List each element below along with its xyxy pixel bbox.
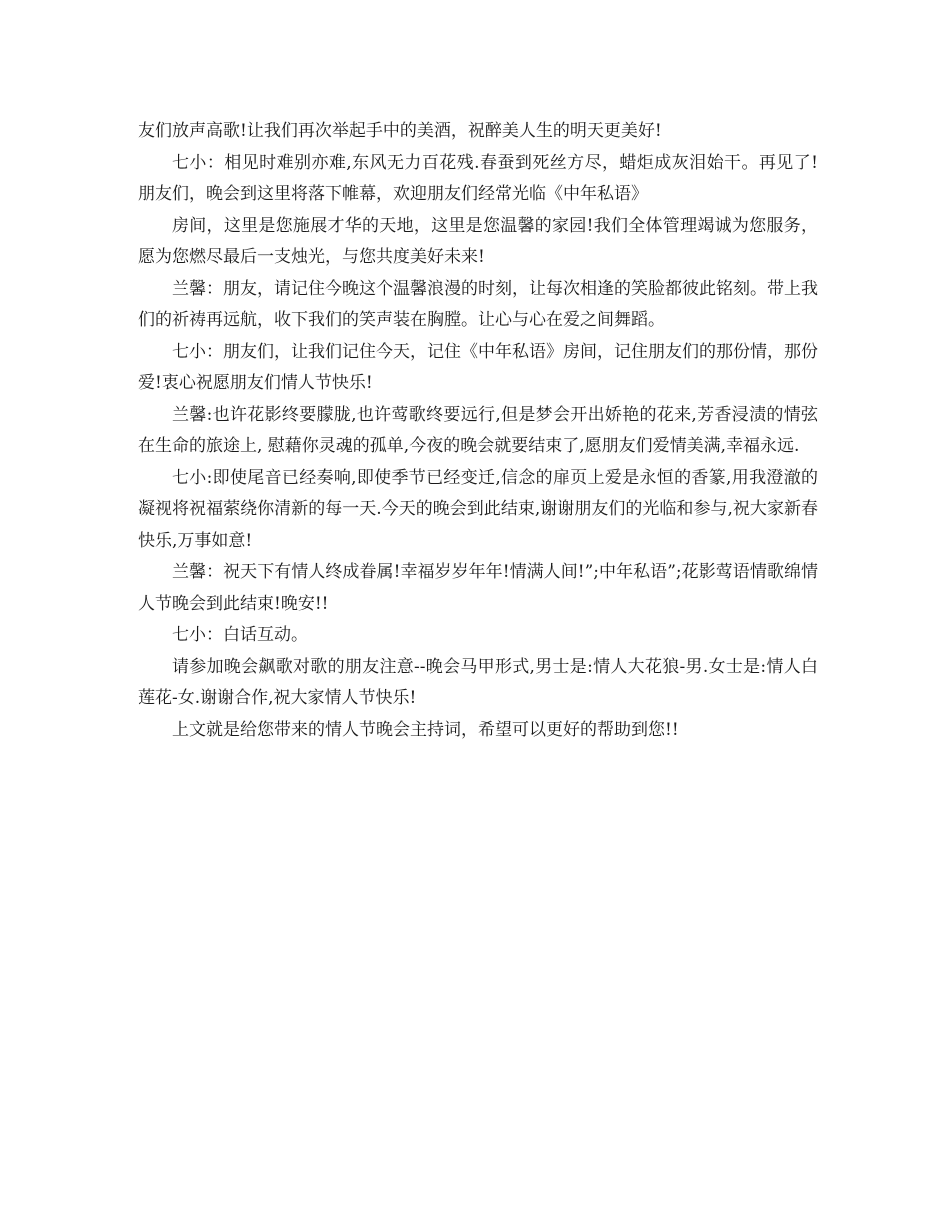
paragraph-5: 七小：朋友们，让我们记住今天，记住《中年私语》房间，记住朋友们的那份情，那份爱!衷心祝愿朋友们情人节快乐! xyxy=(138,341,818,393)
paragraph-4: 兰馨：朋友，请记住今晚这个温馨浪漫的时刻，让每次相逢的笑脸都彼此铭刻。带上我们的祈祷再远航，收下我们的笑声装在胸膛。让心与心在爱之间舞蹈。 xyxy=(138,278,818,330)
paragraph-1: 友们放声高歌!让我们再次举起手中的美酒，祝醉美人生的明天更美好! xyxy=(138,121,662,141)
paragraph-9: 七小：白话互动。 xyxy=(172,625,308,645)
paragraph-10: 请参加晚会飙歌对歌的朋友注意--晚会马甲形式,男士是:情人大花狼-男.女士是:情人白莲花-女.谢谢合作,祝大家情人节快乐! xyxy=(138,656,818,708)
paragraph-7: 七小:即使尾音已经奏响,即使季节已经变迁,信念的扉页上爱是永恒的香篆,用我澄澈的凝视将祝福萦绕你清新的每一天.今天的晚会到此结束,谢谢朋友们的光临和参与,祝大家新春快乐,万事如意! xyxy=(138,467,818,551)
document-body xyxy=(138,116,818,746)
paragraph-3: 房间，这里是您施展才华的天地，这里是您温馨的家园!我们全体管理竭诚为您服务，愿为您燃尽最后一支烛光，与您共度美好未来! xyxy=(138,215,818,267)
paragraph-2: 七小：相见时难别亦难,东风无力百花残.春蚕到死丝方尽，蜡炬成灰泪始干。再见了!朋友们，晚会到这里将落下帷幕，欢迎朋友们经常光临《中年私语》 xyxy=(138,152,818,204)
paragraph-11: 上文就是给您带来的情人节晚会主持词，希望可以更好的帮助到您!! xyxy=(172,719,679,740)
paragraph-6: 兰馨:也许花影终要朦胧,也许莺歌终要远行,但是梦会开出娇艳的花来,芳香浸渍的情弦在生命的旅途上, 慰藉你灵魂的孤单,今夜的晚会就要结束了,愿朋友们爱情美满,幸福永远. xyxy=(138,404,818,456)
paragraph-8: 兰馨：祝天下有情人终成眷属!幸福岁岁年年!情满人间!”;中年私语”;花影莺语情歌绵情人节晚会到此结束!晚安!! xyxy=(138,562,818,614)
